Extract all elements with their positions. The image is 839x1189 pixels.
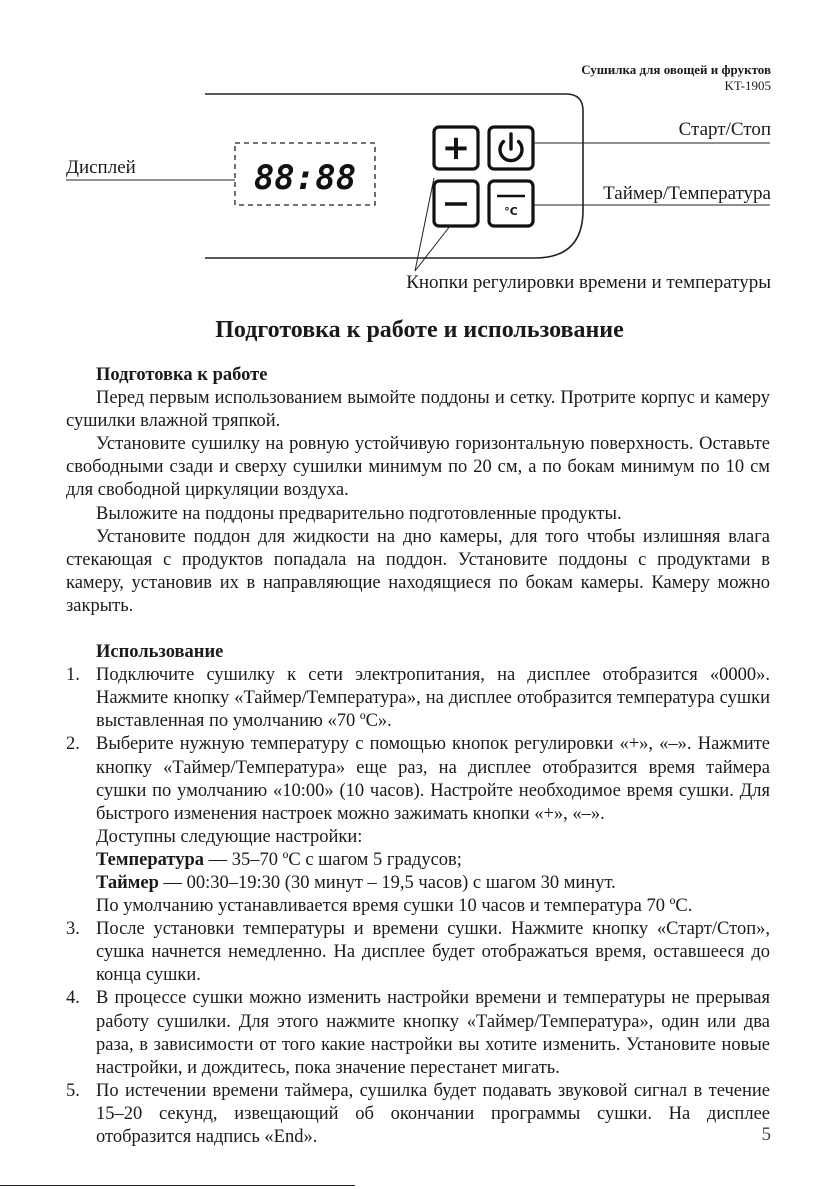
usage-step xyxy=(66,664,770,733)
adjust-leader-2 xyxy=(415,226,450,271)
start-stop-button[interactable] xyxy=(489,127,533,169)
section-title: Подготовка к работе и использование xyxy=(215,317,624,343)
step-text: После установки температуры и времени сушки. Нажмите кнопку «Старт/Стоп», сушка начнется немедленно. На дисплее будет отображаться время, оставшееся до конца сушки. xyxy=(96,919,770,986)
step-number: 2. xyxy=(66,734,80,755)
footer-rule xyxy=(0,1185,355,1186)
celsius-icon: °C xyxy=(504,205,518,218)
prep-paragraph: Выложите на поддоны предварительно подготовленные продукты. xyxy=(96,503,622,524)
adjust-leader-1 xyxy=(415,178,434,271)
timer-label: Таймер xyxy=(96,872,159,893)
control-panel-diagram xyxy=(0,0,839,300)
temperature-range: — 35–70 ºC с шагом 5 градусов; xyxy=(204,849,462,870)
timer-temperature-button[interactable] xyxy=(489,181,533,226)
usage-step xyxy=(66,918,770,987)
step-number: 1. xyxy=(66,665,80,686)
settings-intro: Доступны следующие настройки: xyxy=(96,826,363,847)
model-number: KT-1905 xyxy=(724,78,771,93)
prep-paragraph: Установите сушилку на ровную устойчивую горизонтальную поверхность. Оставьте свободными сзади и сверху сушилки минимум по 20 см, а по бокам минимум по 10 см для свободной циркуляции воздуха. xyxy=(66,434,770,501)
label-start-stop: Старт/Стоп xyxy=(678,119,771,140)
step-text: По истечении времени таймера, сушилка будет подавать звуковой сигнал в течение 15–20 секунд, извещающий об окончании программы сушки. На дисплее отобразится надпись «End». xyxy=(96,1080,770,1147)
plus-icon: + xyxy=(441,128,471,168)
step-number: 4. xyxy=(66,988,80,1009)
usage-heading: Использование xyxy=(96,642,224,663)
step-text: Подключите сушилку к сети электропитания, на дисплее отобразится «0000». Нажмите кнопку «Таймер/Температура», на дисплее отобразится температура сушки выставленная по умолчанию «70 ºC». xyxy=(96,665,770,732)
timer-setting xyxy=(96,872,770,895)
prep-heading: Подготовка к работе xyxy=(96,365,268,385)
step-number: 5. xyxy=(66,1080,80,1101)
minus-button[interactable] xyxy=(434,181,478,226)
usage-step xyxy=(66,987,770,1079)
step-number: 3. xyxy=(66,919,80,940)
label-timer-temperature: Таймер/Температура xyxy=(603,183,771,204)
prep-paragraph: Установите поддон для жидкости на дно камеры, для того чтобы излишняя влага стекающая с продуктов попадала на поддон. Установите поддоны с продуктами в камеру, установив их в направляющие находящиеся по бокам камеры. Камеру можно закрыть. xyxy=(66,526,770,616)
step-text: В процессе сушки можно изменить настройки времени и температуры не прерывая работу сушилки. Для этого нажмите кнопку «Таймер/Температура», один или два раза, в зависимости от того какие настройки вы хотите изменить. Установите новые настройки, и дождитесь, пока значение перестанет мигать. xyxy=(96,988,770,1078)
product-name: Сушилка для овощей и фруктов xyxy=(581,62,771,77)
plus-button[interactable] xyxy=(434,127,478,169)
timer-range: — 00:30–19:30 (30 минут – 19,5 часов) с шагом 30 минут. xyxy=(158,872,616,893)
label-display: Дисплей xyxy=(66,157,136,178)
instructions-body xyxy=(66,364,770,1149)
usage-step xyxy=(66,1080,770,1149)
page-number: 5 xyxy=(761,1124,771,1145)
default-settings: По умолчанию устанавливается время сушки 10 часов и температура 70 ºC. xyxy=(96,896,693,917)
temperature-setting xyxy=(96,849,770,872)
usage-step xyxy=(66,733,770,918)
prep-paragraph: Перед первым использованием вымойте поддоны и сетку. Протрите корпус и камеру сушилки влажной тряпкой. xyxy=(66,388,770,432)
label-adjust-buttons: Кнопки регулировки времени и температуры xyxy=(406,272,771,293)
display-digits: 88:88 xyxy=(253,158,357,198)
temperature-label: Температура xyxy=(96,849,205,870)
step-text: Выберите нужную температуру с помощью кнопок регулировки «+», «–». Нажмите кнопку «Таймер/Температура» еще раз, на дисплее отобразится время таймера сушки по умолчанию «10:00» (10 часов). Настройте необходимое время сушки. Для быстрого изменения настроек можно зажимать кнопки «+», «–». xyxy=(96,734,770,824)
